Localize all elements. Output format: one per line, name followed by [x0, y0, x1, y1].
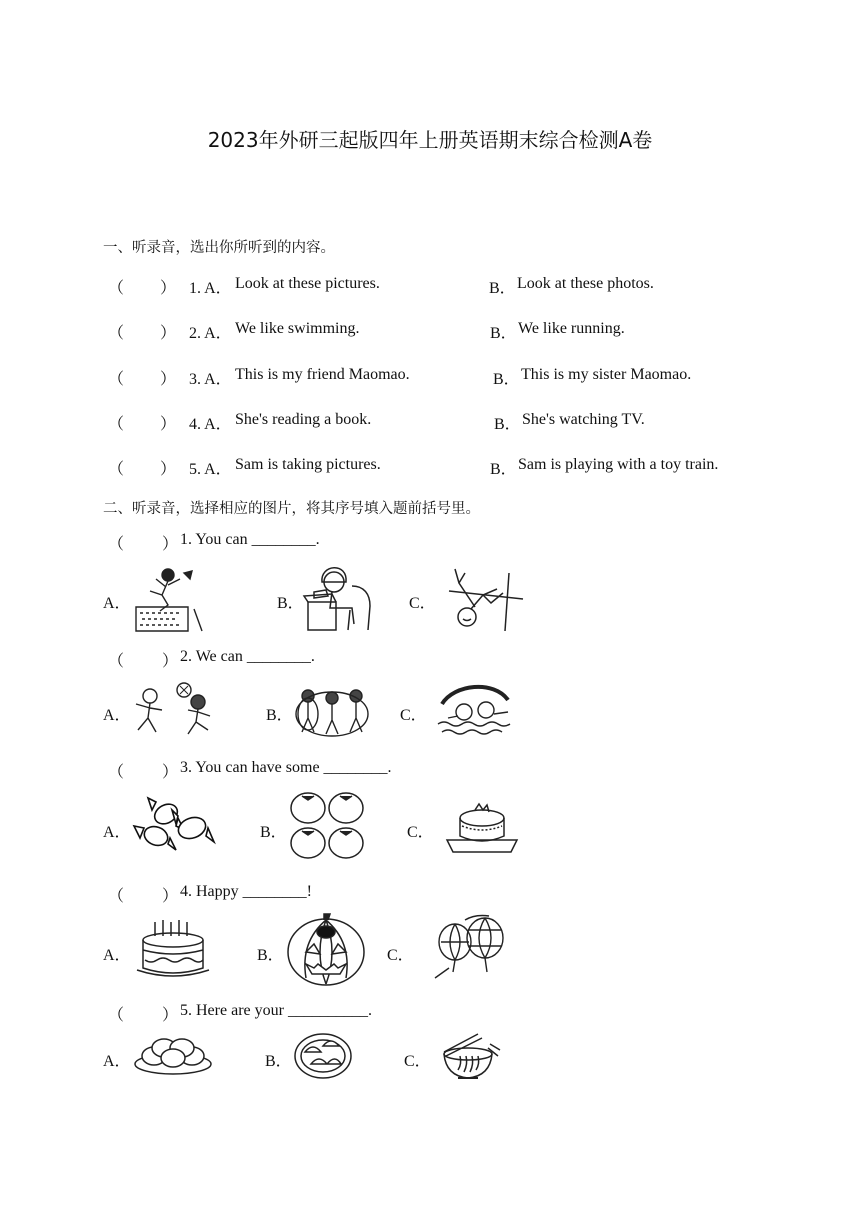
birthday-cake-icon	[133, 918, 213, 978]
answer-paren-close: ）	[160, 325, 177, 342]
answer-paren-close: ）	[162, 536, 179, 553]
page-title: 2023年外研三起版四年上册英语期末综合检测A卷	[207, 128, 653, 152]
option-a-text: Look at these pictures.	[235, 275, 380, 292]
option-c-label: C．	[400, 707, 427, 724]
option-b-label: B．	[493, 371, 520, 388]
option-b-text: This is my sister Maomao.	[521, 366, 692, 383]
option-a-label: A．	[103, 824, 131, 841]
answer-paren-open: （	[108, 461, 125, 478]
answer-paren-open: （	[108, 371, 125, 388]
option-c-label: C．	[387, 947, 414, 964]
question-number: 5. A．	[189, 461, 232, 478]
option-a-text: We like swimming.	[235, 320, 360, 337]
girl-reading-at-desk-icon	[302, 560, 376, 634]
option-a-label: A．	[103, 707, 131, 724]
long-jump-icon	[132, 565, 212, 635]
answer-paren-open: （	[108, 280, 125, 297]
option-b-label: B．	[494, 416, 521, 433]
option-b-label: B．	[490, 325, 517, 342]
option-a-label: A．	[103, 947, 131, 964]
answer-paren-open: （	[108, 536, 125, 553]
answer-paren-close: ）	[162, 653, 179, 670]
option-a-label: A．	[103, 1053, 131, 1070]
option-a-text: Sam is taking pictures.	[235, 456, 381, 473]
question-text: 3. You can have some ________.	[180, 759, 392, 776]
option-b-label: B．	[257, 947, 284, 964]
cake-icon	[445, 796, 519, 854]
option-b-label: B．	[265, 1053, 292, 1070]
option-b-label: B．	[266, 707, 293, 724]
question-text: 5. Here are your __________.	[180, 1002, 372, 1019]
chinese-lanterns-icon	[425, 912, 509, 982]
noodles-bowl-icon	[438, 1030, 504, 1082]
kids-playing-football-icon	[130, 680, 216, 738]
section-1-heading: 一、听录音，选出你所听到的内容。	[103, 240, 335, 256]
answer-paren-open: （	[108, 416, 125, 433]
option-c-label: C．	[407, 824, 434, 841]
question-number: 4. A．	[189, 416, 232, 433]
option-a-text: This is my friend Maomao.	[235, 366, 410, 383]
answer-paren-open: （	[108, 653, 125, 670]
option-b-text: Look at these photos.	[517, 275, 654, 292]
answer-paren-open: （	[108, 1007, 125, 1024]
option-c-label: C．	[404, 1053, 431, 1070]
answer-paren-open: （	[108, 325, 125, 342]
option-c-label: C．	[409, 595, 436, 612]
candies-icon	[130, 796, 218, 854]
option-b-label: B．	[490, 461, 517, 478]
answer-paren-open: （	[108, 764, 125, 781]
question-text: 4. Happy ________!	[180, 883, 312, 900]
question-text: 2. We can ________.	[180, 648, 315, 665]
option-b-label: B．	[277, 595, 304, 612]
question-number: 1. A．	[189, 280, 232, 297]
answer-paren-close: ）	[160, 461, 177, 478]
tomatoes-icon	[288, 788, 366, 862]
question-text: 1. You can ________.	[180, 531, 320, 548]
answer-paren-close: ）	[162, 1007, 179, 1024]
kids-skipping-rope-icon	[288, 684, 374, 738]
option-b-text: We like running.	[518, 320, 625, 337]
option-a-label: A．	[103, 595, 131, 612]
question-number: 2. A．	[189, 325, 232, 342]
option-b-text: She's watching TV.	[522, 411, 645, 428]
high-jump-icon	[445, 563, 525, 633]
answer-paren-close: ）	[160, 280, 177, 297]
answer-paren-open: （	[108, 888, 125, 905]
rice-balls-plate-icon	[132, 1034, 214, 1076]
answer-paren-close: ）	[162, 888, 179, 905]
option-a-text: She's reading a book.	[235, 411, 372, 428]
answer-paren-close: ）	[162, 764, 179, 781]
dumplings-plate-icon	[293, 1030, 353, 1080]
answer-paren-close: ）	[160, 416, 177, 433]
option-b-label: B．	[489, 280, 516, 297]
question-number: 3. A．	[189, 371, 232, 388]
section-2-heading: 二、听录音，选择相应的图片，将其序号填入题前括号里。	[103, 501, 480, 517]
swimming-kids-icon	[434, 680, 518, 740]
answer-paren-close: ）	[160, 371, 177, 388]
jack-o-lantern-icon	[284, 912, 368, 988]
option-b-text: Sam is playing with a toy train.	[518, 456, 719, 473]
option-b-label: B．	[260, 824, 287, 841]
